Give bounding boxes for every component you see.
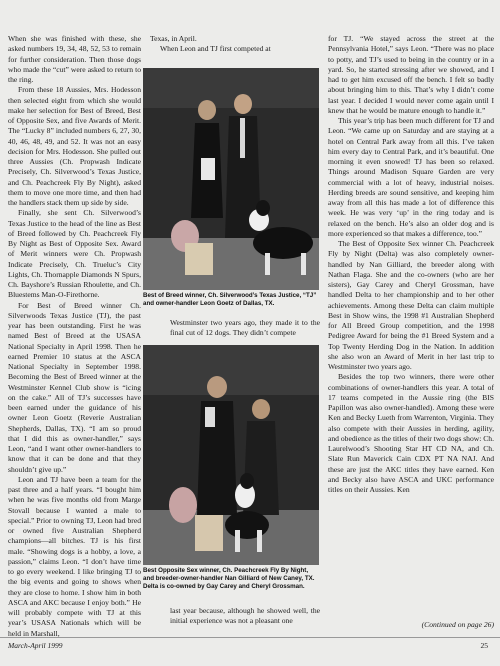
paragraph: Besides the top two winners, there were other combinations of owner-handlers this year. A total of 17 teams competed in the Aussie ring (the BIS Papillon was also owner-handled). Among these were Ken and Becky Lueth from Warrenton, Virginia. They also compete with their Aussies in herding, agility, and obedience as the titles of their two dogs show: Ch. Laurelwood’s Shooting Star HT CD NA, and Ch. Slate Run Maverick Cain CDX PT NA NAJ. And these are just the AKC titles they have earned. Ken and Becky also have ASCA and UKC performance titles on their Aussies. Ken xyxy=(328,372,494,494)
column-2-mid xyxy=(170,318,320,339)
photo-best-opposite-sex-image xyxy=(143,345,319,565)
paragraph: Finally, she sent Ch. Silverwood’s Texas Justice to the head of the line as Best of Breed followed by Ch. Peachcreek Fly By Night as Best of Opposite Sex. Award of Merit winners were Ch. Propwash Indicate Precisely, Ch. Trueluc’s City Lights, Ch. Thornapple Diamonds N Spurs, Ch. Bayshore’s Russian Rhoulette, and Ch. Bluestems Man-O-Firethorne. xyxy=(8,208,141,300)
paragraph: When Leon and TJ first competed at xyxy=(160,44,271,54)
photo-best-of-breed-caption: Best of Breed winner, Ch. Silverwood’s Texas Justice, “TJ” and owner-handler Leon Goetz of Dallas, TX. xyxy=(143,292,317,307)
paragraph: From these 18 Aussies, Mrs. Hodesson then selected eight from which she would make her selection for Best of Breed, Best of Opposite Sex, and five Awards of Merit. The “Lucky 8” included numbers 6, 27, 30, 40, 46, 48, 49, and 52. It was not an easy decision for Mrs. Hodesson. She pulled out three Aussies (Ch. Propwash Indicate Precisely, Ch. Silverwood’s Texas Justice, and Ch. Peachcreek Fly By Night), asked them to move one more time, and then had the handlers stack them up side by side. xyxy=(8,85,141,207)
paragraph: For Best of Breed winner Ch. Silverwoods Texas Justice (TJ), the past year has been outstanding. First he was named Best of Breed at the USASA National Specialty in April 1998. Then he earned Premier 10 status at the ASCA National Specialty in September 1998. Becoming the Best of Breed winner at the Westminster Kennel Club show is “icing on the cake.” All of TJ’s successes have been earned under the guidance of his owner Leon Goetz (Reverie Australian Shepherds, Dallas, TX). “I am so proud that I did this as owner-handler,” says Leon, “and I want other owner-handlers to know that it can be done and that they shouldn’t give up.” xyxy=(8,300,141,474)
paragraph: Texas, in April. xyxy=(150,34,197,43)
paragraph: Westminster two years ago, they made it to the final cut of 12 dogs. They didn’t compete xyxy=(170,318,320,338)
paragraph: When she was finished with these, she asked numbers 19, 34, 48, 52, 53 to remain for further consideration. Then those dogs who made the “cut” were asked to return to the ring. xyxy=(8,34,141,84)
paragraph: The Best of Opposite Sex winner Ch. Peachcreek Fly by Night (Delta) was also completely owner-handled by Nan Gilliard, the breeder along with Nathan Flaga. She and the co-owners (who are her sisters), Gay Carey and Cheryl Grossman, have handled Delta to her championship and to her other achievements. Among these Delta can claim multiple Best in Show wins, the 1998 #1 Australian Shepherd for All Breed Group competition, and the 1998 Pedigree Award for being the #1 Breed System and a Top Twenty Herding Dog in the Nation. In addition she also won an Award of Merit in her last trip to Westminster two years ago. xyxy=(328,239,494,371)
paragraph: This year’s trip has been much different for TJ and Leon. “We came up on Saturday and are staying at a hotel on Central Park away from all this. I’ve taken him every day to Central Park, and it’s beautiful. One morning it even snowed! TJ has been so relaxed. Things around Madison Square Garden are very commercial with a lot of heavy, industrial noises. Herding breeds are sound sensitive, and keeping him away from all this has made a lot of difference this week. He was very ‘up’ in the ring today and is relaxed on the bench. He’s also an older dog and is more experienced so that makes a difference, too.” xyxy=(328,116,494,238)
photo-best-of-breed-image xyxy=(143,68,319,290)
column-2-top xyxy=(150,34,310,55)
photo-best-opposite-sex-caption: Best Opposite Sex winner, Ch. Peachcreek Fly By Night, and breeder-owner-handler Nan Gilliard of New Caney, TX. Delta is co-owned by Gay Carey and Cheryl Grossman. xyxy=(143,567,315,590)
page-number: 25 xyxy=(480,641,488,650)
continued-note: (Continued on page 26) xyxy=(421,620,494,629)
issue-date: March-April 1999 xyxy=(8,641,63,650)
photo-best-opposite-sex xyxy=(143,345,319,565)
photo-best-of-breed xyxy=(143,68,319,290)
footer-rule xyxy=(0,637,500,638)
column-3 xyxy=(328,34,494,495)
paragraph: for TJ. “We stayed across the street at the Pennsylvania Hotel,” says Leon. “There was no place to potty, and TJ’s used to being in the country or in a yard. So, he started stressing after we showed, and I had to get him excused off the bench. I felt so badly about bringing him to this. That’s why I didn’t come last year. I decided I would never come again until I knew that he would be mature enough to handle it.” xyxy=(328,34,494,115)
paragraph: last year because, although he showed well, the initial experience was not a pleasant one xyxy=(170,606,320,626)
column-1 xyxy=(8,34,141,639)
column-2-bottom xyxy=(170,606,320,627)
paragraph: Leon and TJ have been a team for the past three and a half years. “I bought him when he was five months old from Marge Stovall because I wanted a male to special.” Prior to owning TJ, Leon had bred or owned five Australian Shepherd champions—all bitches. TJ is his first male. “Showing dogs is a hobby, a love, a passion,” claims Leon. “I don’t have time to go every weekend. I like bringing TJ to the big events and going to shows when they are close to home. I show him in both ASCA and AKC because I enjoy both.” He will probably compete with TJ at this year’s USASA Nationals which will be held in Marshall, xyxy=(8,474,141,638)
